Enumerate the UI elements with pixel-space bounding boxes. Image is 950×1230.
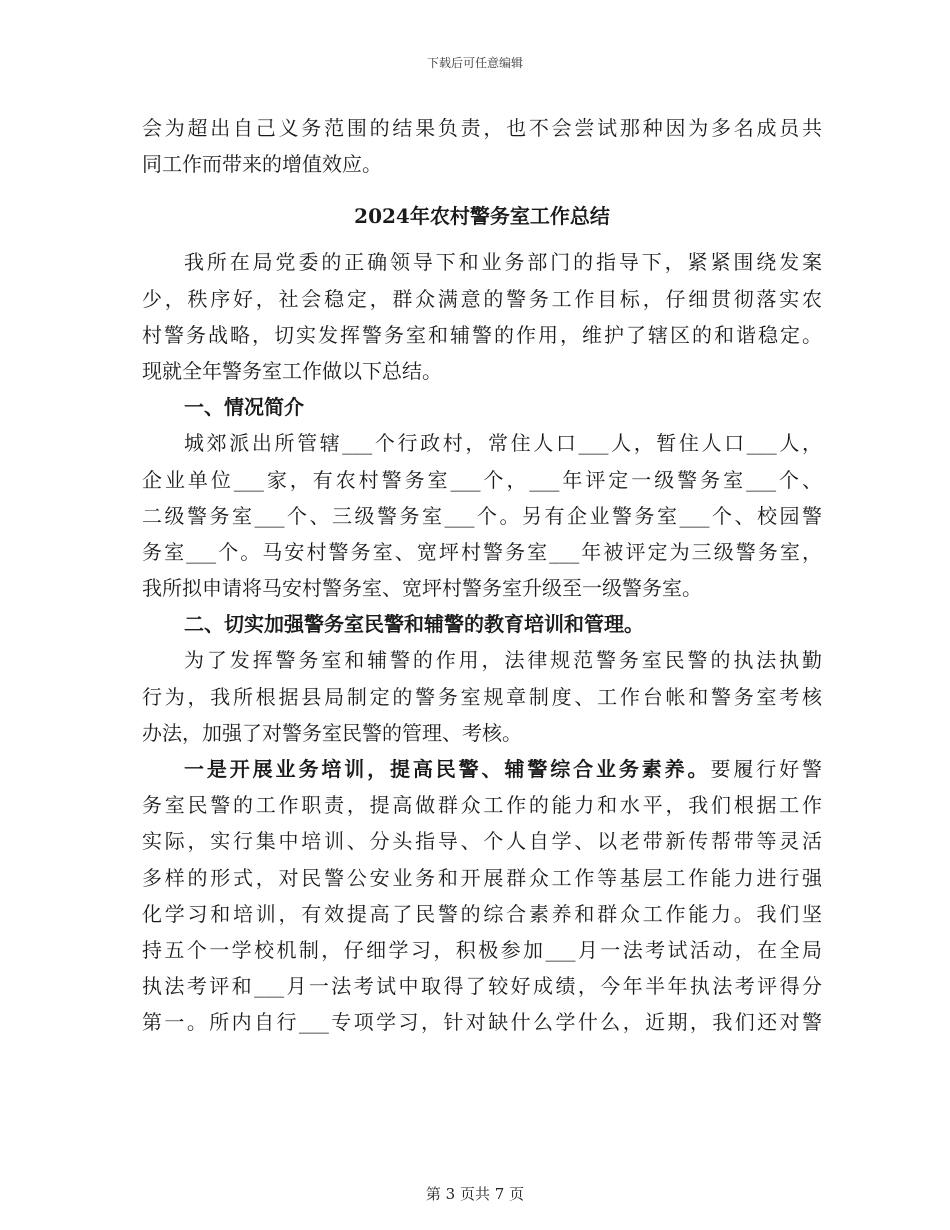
section-heading-1: 一、情况简介 [184, 395, 304, 420]
paragraph-4-line: 多样的形式，对民警公安业务和开展群众工作等基层工作能力进行强 [142, 865, 822, 890]
intro-line-1: 会为超出自己义务范围的结果负责，也不会尝试那种因为多名成员共 [142, 116, 822, 140]
page-header: 下载后可任意编辑 [426, 56, 523, 70]
paragraph-3-line: 为了发挥警务室和辅警的作用，法律规范警务室民警的执法执勤 [184, 648, 822, 673]
paragraph-4-bold-lead: 一是开展业务培训，提高民警、辅警综合业务素养。 [184, 757, 711, 781]
section-heading-2: 二、切实加强警务室民警和辅警的教育培训和管理。 [184, 612, 644, 637]
paragraph-2-line: 务室___个。马安村警务室、宽坪村警务室___年被评定为三级警务室， [142, 539, 822, 564]
paragraph-4-line: 第一。所内自行___专项学习，针对缺什么学什么，近期，我们还对警 [142, 1010, 822, 1035]
paragraph-3-line: 行为，我所根据县局制定的警务室规章制度、工作台帐和警务室考核 [142, 684, 822, 709]
paragraph-2-line: 企业单位___家，有农村警务室___个，___年评定一级警务室___个、 [142, 467, 822, 492]
paragraph-4-line: 执法考评和___月一法考试中取得了较好成绩，今年半年执法考评得分 [142, 974, 822, 999]
paragraph-4-first-line [142, 751, 822, 787]
paragraph-4-line: 实际，实行集中培训、分头指导、个人自学、以老带新传帮带等灵活 [142, 829, 822, 854]
intro-line-2: 同工作而带来的增值效应。 [142, 152, 382, 177]
paragraph-2-line: 城郊派出所管辖___个行政村，常住人口___人，暂住人口___人， [184, 431, 822, 456]
paragraph-1-line: 我所在局党委的正确领导下和业务部门的指导下，紧紧围绕发案 [184, 250, 822, 275]
paragraph-2-line: 我所拟申请将马安村警务室、宽坪村警务室升级至一级警务室。 [142, 576, 702, 601]
paragraph-1-line: 少，秩序好，社会稳定，群众满意的警务工作目标，仔细贯彻落实农 [142, 286, 822, 311]
paragraph-2-line: 二级警务室___个、三级警务室___个。另有企业警务室___个、校园警 [142, 503, 822, 528]
paragraph-4-line: 持五个一学校机制，仔细学习，积极参加___月一法考试活动，在全局 [142, 937, 822, 962]
document-body [142, 110, 822, 1041]
paragraph-3-line: 办法，加强了对警务室民警的管理、考核。 [142, 720, 522, 745]
paragraph-4-lead-tail: 要履行好警 [710, 757, 823, 781]
paragraph-1-line: 村警务战略，切实发挥警务室和辅警的作用，维护了辖区的和谐稳定。 [142, 322, 822, 347]
document-title: 2024年农村警务室工作总结 [354, 204, 610, 229]
paragraph-4-line: 化学习和培训，有效提高了民警的综合素养和群众工作能力。我们坚 [142, 901, 822, 926]
paragraph-1-line: 现就全年警务室工作做以下总结。 [142, 358, 442, 383]
page-footer: 第 3 页共 7 页 [425, 1185, 525, 1203]
paragraph-4-line: 务室民警的工作职责，提高做群众工作的能力和水平，我们根据工作 [142, 793, 822, 818]
